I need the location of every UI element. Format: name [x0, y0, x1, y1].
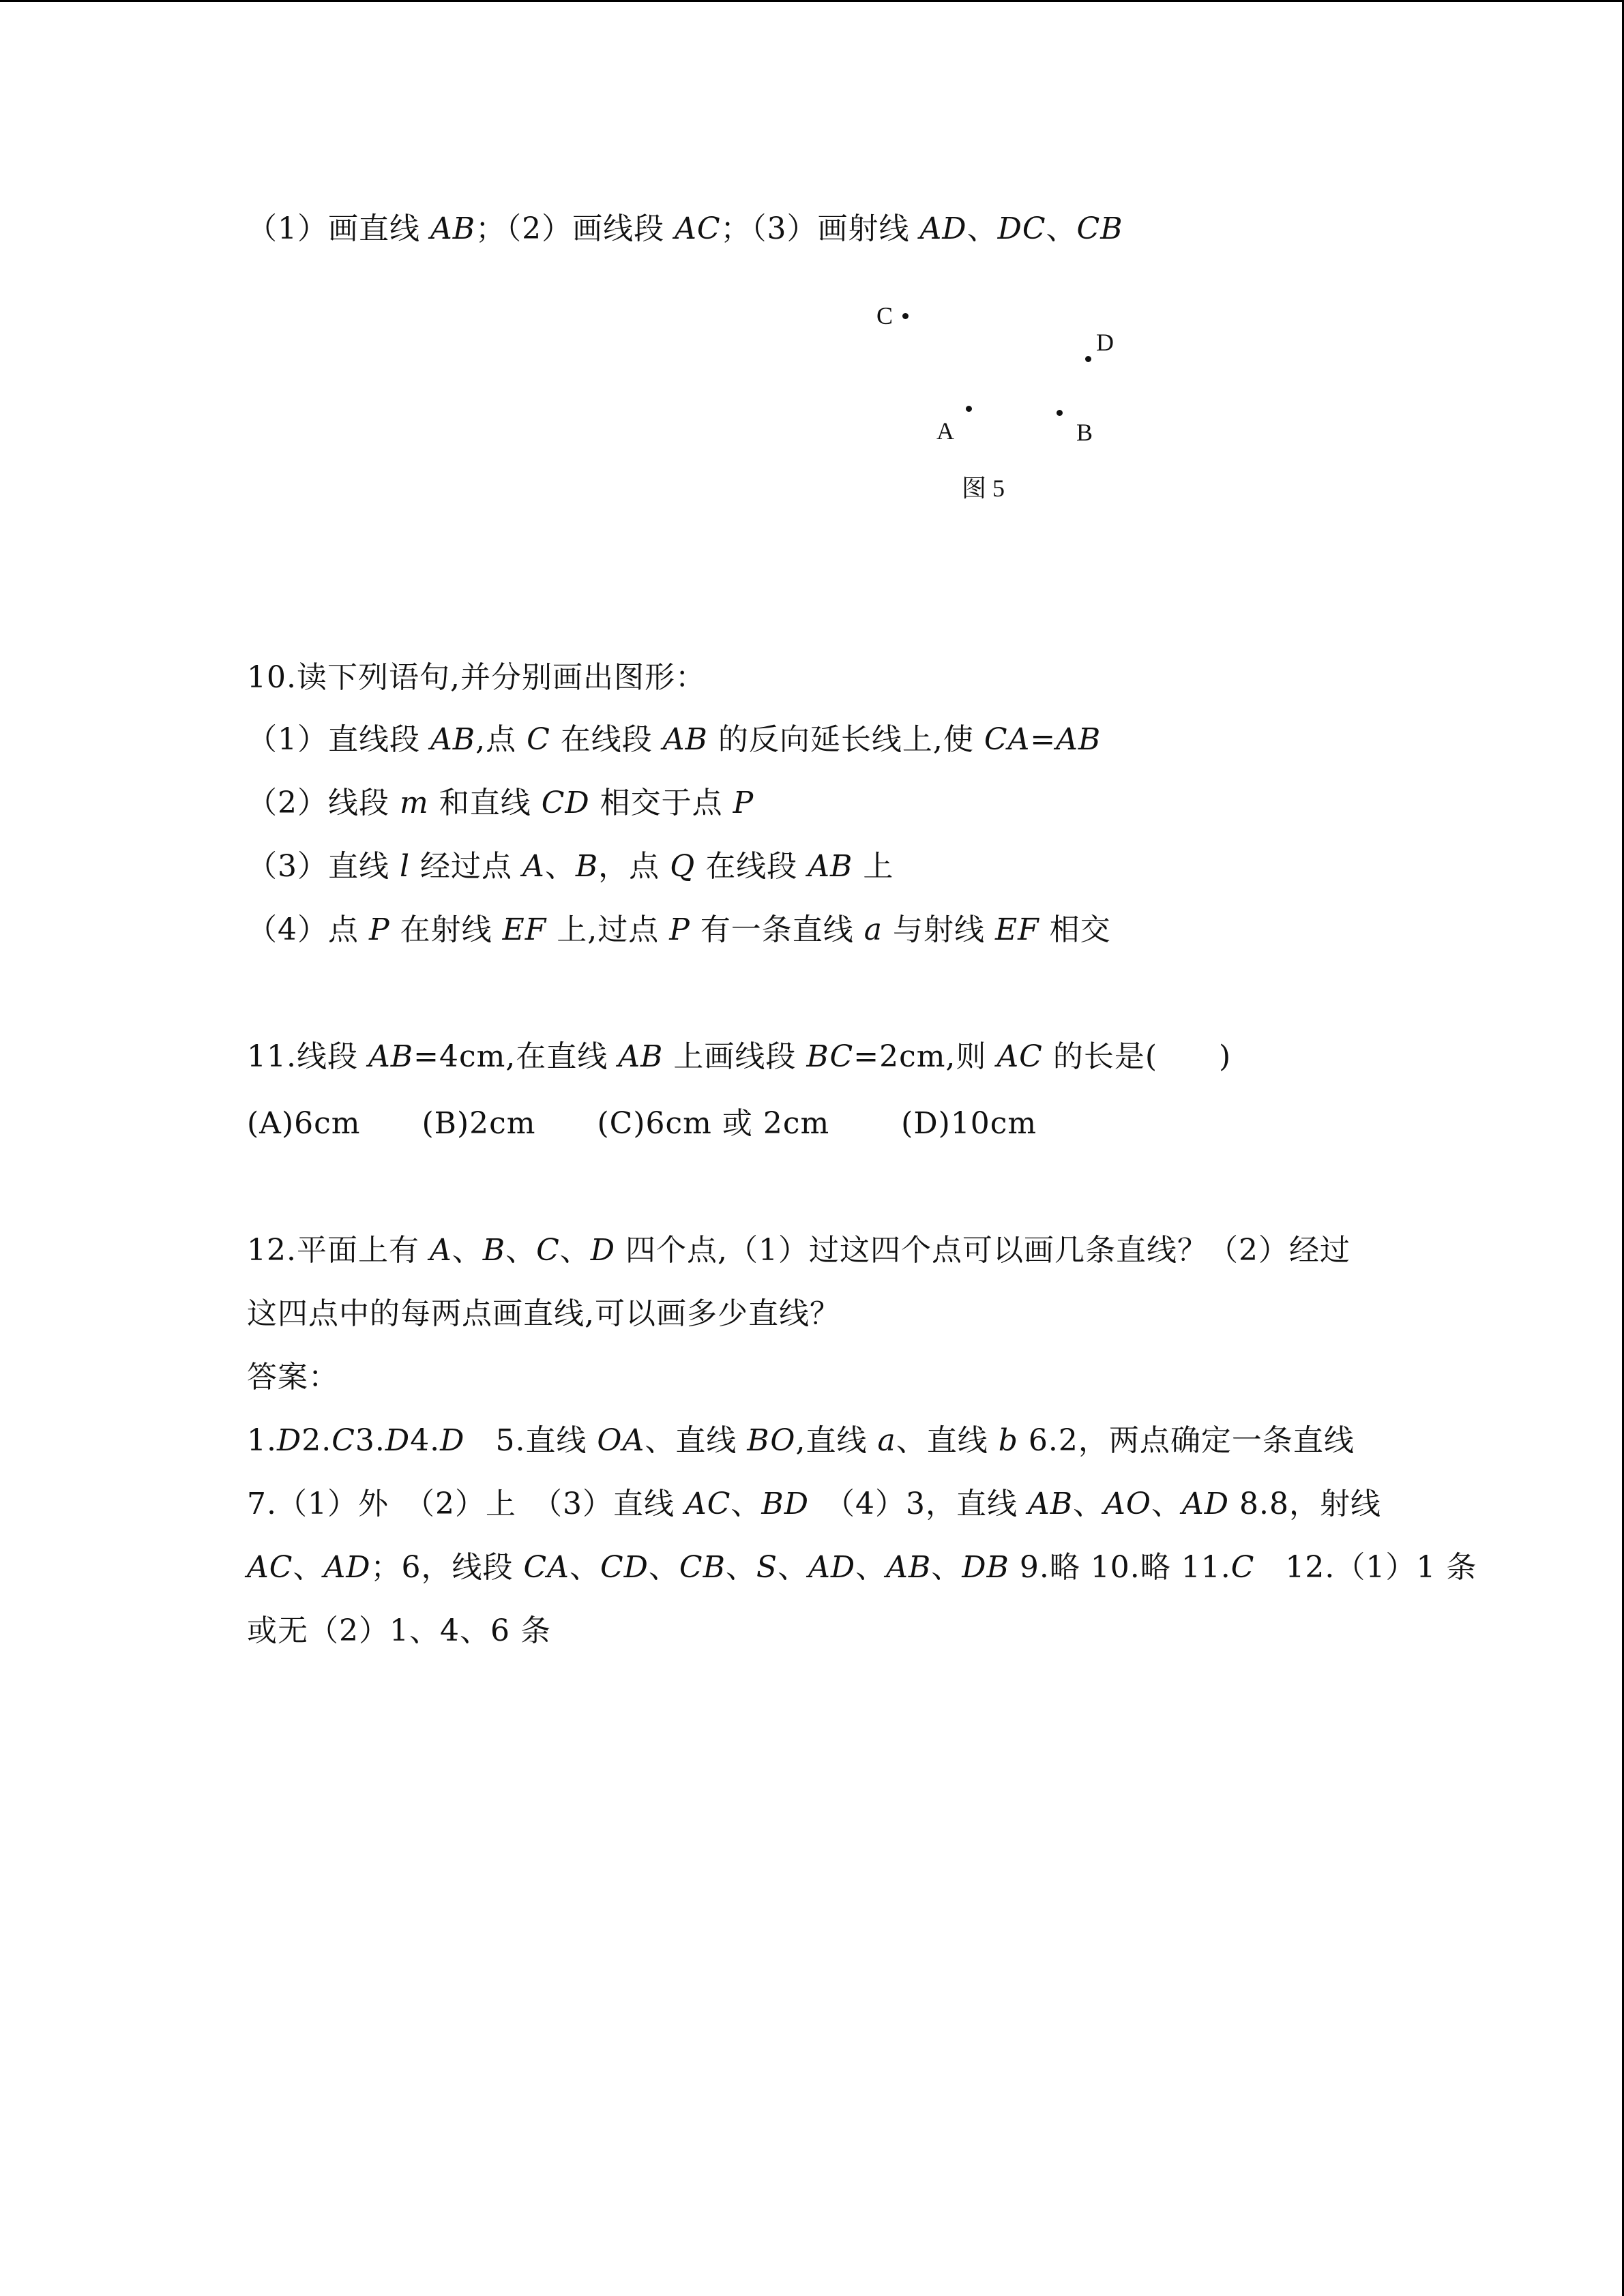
- var: CA: [523, 1550, 570, 1585]
- text: 上画线段: [663, 1039, 807, 1074]
- text: 、: [452, 1233, 483, 1268]
- q12-line-2: 这四点中的每两点画直线,可以画多少直线？: [247, 1296, 840, 1331]
- var: DC: [997, 211, 1046, 246]
- text: 在线段: [695, 849, 808, 884]
- text: 、: [725, 1550, 756, 1585]
- text: （4）点: [247, 912, 369, 947]
- var: B: [482, 1233, 506, 1268]
- var: D: [276, 1423, 302, 1458]
- text: 、: [1151, 1487, 1182, 1521]
- var: AB: [618, 1039, 664, 1074]
- text: 的长是( ): [1042, 1039, 1232, 1074]
- text: 与射线: [883, 912, 996, 947]
- var: D: [440, 1423, 465, 1458]
- text: 、: [778, 1550, 809, 1585]
- var: D: [385, 1423, 411, 1458]
- text: 和直线: [428, 786, 542, 820]
- text: 在射线: [389, 912, 503, 947]
- text: ；（2）画线段: [475, 211, 675, 246]
- answers-line-2: [247, 1484, 1381, 1525]
- text: 11.线段: [247, 1039, 368, 1074]
- point-label-c: C: [876, 302, 894, 329]
- q10-item-2: [247, 783, 754, 824]
- q9-instruction: [247, 209, 1123, 250]
- var: AB: [430, 211, 476, 246]
- var: S: [756, 1550, 778, 1585]
- text: ，点: [598, 849, 670, 884]
- var: B: [575, 849, 599, 884]
- var: CB: [679, 1550, 726, 1585]
- var: EF: [995, 912, 1039, 947]
- var: BC: [806, 1039, 854, 1074]
- text: （1）画直线: [247, 211, 430, 246]
- var: AD: [808, 1550, 856, 1585]
- var: m: [399, 786, 429, 820]
- text: 、: [569, 1550, 600, 1585]
- text: 、: [505, 1233, 537, 1268]
- text: 、: [293, 1550, 324, 1585]
- text: 7.（1）外 （2）上 （3）直线: [247, 1487, 685, 1521]
- var: AC: [996, 1039, 1043, 1074]
- text: 四个点,（1）过这四个点可以画几条直线？（2）经过: [615, 1233, 1351, 1268]
- text: 6.2，两点确定一条直线: [1018, 1423, 1355, 1458]
- page-top-border: [0, 0, 1624, 2]
- text: 、: [855, 1550, 887, 1585]
- q10-item-4: [247, 910, 1111, 951]
- var: CD: [600, 1550, 649, 1585]
- text: ,直线: [795, 1423, 878, 1458]
- text: 、: [544, 849, 576, 884]
- var: AD: [323, 1550, 371, 1585]
- point-label-b: B: [1076, 419, 1093, 446]
- var: b: [998, 1423, 1018, 1458]
- text: 9.略 10.略 11.: [1009, 1550, 1231, 1585]
- text: 、: [1046, 211, 1077, 246]
- q11-options: (A)6cm (B)2cm (C)6cm 或 2cm (D)10cm: [247, 1106, 1037, 1141]
- answers-line-3: [247, 1547, 1477, 1588]
- text: 、: [648, 1550, 679, 1585]
- q10-item-3: [247, 846, 894, 887]
- text: 上: [853, 849, 894, 884]
- var: AD: [919, 211, 967, 246]
- var: AB: [662, 722, 708, 757]
- var: A: [522, 849, 545, 884]
- text: 经过点: [410, 849, 523, 884]
- text: 相交于点: [589, 786, 733, 820]
- text: 相交: [1039, 912, 1111, 947]
- text: （1）直线段: [247, 722, 430, 757]
- var: CA=AB: [984, 722, 1102, 757]
- text: 在线段: [550, 722, 663, 757]
- text: 8.8，射线: [1229, 1487, 1382, 1521]
- text: =2cm,则: [853, 1039, 997, 1074]
- var: DB: [962, 1550, 1009, 1585]
- var: AB: [368, 1039, 414, 1074]
- point-a-dot: [966, 406, 972, 412]
- answers-line-4: 或无（2）1、4、6 条: [247, 1613, 551, 1648]
- text: 、: [931, 1550, 962, 1585]
- text: =4cm,在直线: [413, 1039, 619, 1074]
- text: ；6，线段: [370, 1550, 524, 1585]
- var: AB: [886, 1550, 932, 1585]
- var: C: [1230, 1550, 1255, 1585]
- var: CD: [541, 786, 590, 820]
- text: 、: [1073, 1487, 1104, 1521]
- point-b-dot: [1057, 410, 1063, 416]
- var: Q: [670, 849, 696, 884]
- q11-stem: [247, 1037, 1231, 1077]
- point-d-dot: [1085, 356, 1091, 362]
- var: C: [536, 1233, 560, 1268]
- var: l: [399, 849, 411, 884]
- figure-caption: 图 5: [962, 475, 1005, 502]
- text: 4.: [410, 1423, 441, 1458]
- text: 、直线: [645, 1423, 748, 1458]
- text: ,点: [475, 722, 527, 757]
- text: 2.: [301, 1423, 332, 1458]
- var: C: [527, 722, 550, 757]
- text: 上,过点: [546, 912, 670, 947]
- text: （3）直线: [247, 849, 400, 884]
- var: a: [877, 1423, 896, 1458]
- point-c-dot: [902, 313, 909, 319]
- text: 1.: [247, 1423, 277, 1458]
- var: C: [331, 1423, 355, 1458]
- text: （4）3，直线: [809, 1487, 1029, 1521]
- var: OA: [597, 1423, 645, 1458]
- var: AC: [247, 1550, 293, 1585]
- text: 、: [559, 1233, 591, 1268]
- text: 的反向延长线上,使: [707, 722, 984, 757]
- text: 12.平面上有: [247, 1233, 430, 1268]
- q12-line-1: [247, 1230, 1350, 1271]
- point-label-a: A: [936, 417, 954, 445]
- point-label-d: D: [1096, 329, 1114, 356]
- var: a: [863, 912, 883, 947]
- var: A: [429, 1233, 452, 1268]
- var: P: [669, 912, 690, 947]
- var: BD: [761, 1487, 810, 1521]
- text: 有一条直线: [690, 912, 864, 947]
- var: AD: [1181, 1487, 1230, 1521]
- text: 、: [730, 1487, 762, 1521]
- var: D: [590, 1233, 616, 1268]
- var: AB: [430, 722, 476, 757]
- text: ；（3）画射线: [720, 211, 920, 246]
- text: 、: [966, 211, 998, 246]
- var: EF: [502, 912, 547, 947]
- var: BO: [747, 1423, 796, 1458]
- text: 5.直线: [464, 1423, 597, 1458]
- var: AB: [1028, 1487, 1074, 1521]
- q10-title: 10.读下列语句,并分别画出图形：: [247, 660, 706, 695]
- var: P: [733, 786, 754, 820]
- q10-item-1: [247, 719, 1101, 760]
- text: （2）线段: [247, 786, 400, 820]
- text: 12.（1）1 条: [1254, 1550, 1477, 1585]
- var: AB: [808, 849, 853, 884]
- answers-title: 答案：: [247, 1360, 339, 1395]
- var: AC: [675, 211, 721, 246]
- var: AC: [684, 1487, 731, 1521]
- text: 3.: [355, 1423, 385, 1458]
- text: 、直线: [896, 1423, 999, 1458]
- answers-line-1: [247, 1420, 1355, 1461]
- var: P: [368, 912, 390, 947]
- var: CB: [1076, 211, 1123, 246]
- var: AO: [1104, 1487, 1151, 1521]
